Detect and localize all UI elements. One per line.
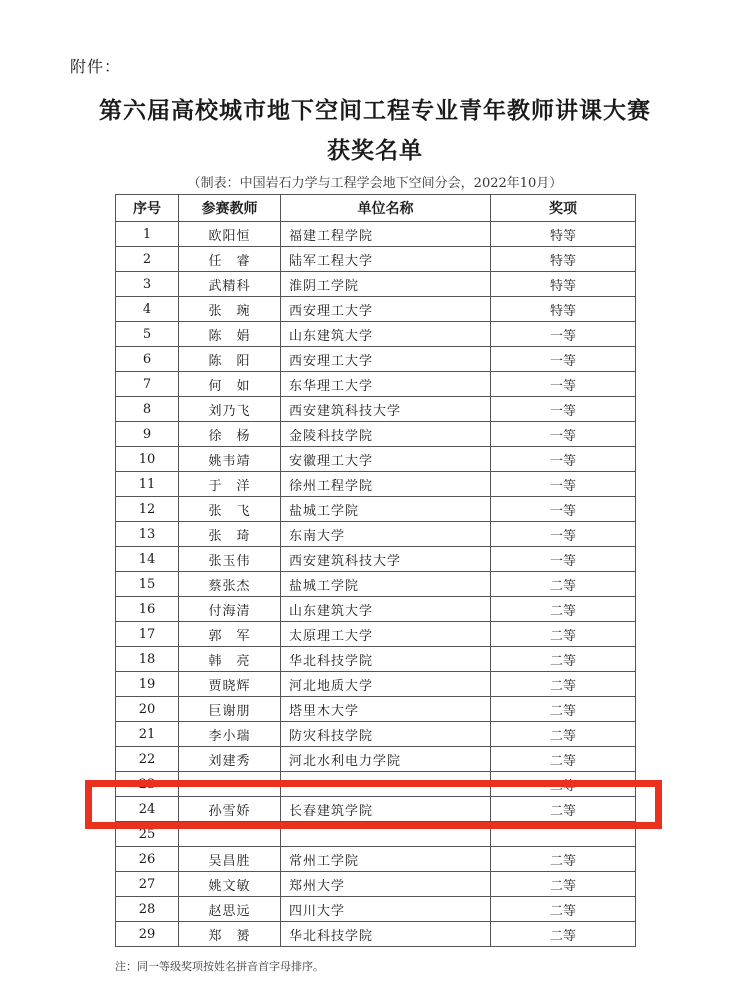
cell-teacher: 张 飞 [179,497,281,522]
table-row [116,922,636,947]
cell-award: 二等 [491,722,636,747]
cell-organization: 河北地质大学 [281,672,491,697]
table-row [116,372,636,397]
table-row [116,297,636,322]
cell-seq: 20 [116,697,179,722]
cell-organization: 盐城工学院 [281,572,491,597]
table-row [116,822,636,847]
table-row [116,722,636,747]
cell-organization: 东华理工大学 [281,372,491,397]
cell-organization: 盐城工学院 [281,497,491,522]
cell-teacher: 武精科 [179,272,281,297]
cell-award: 二等 [491,897,636,922]
cell-award: 一等 [491,472,636,497]
header-teacher: 参赛教师 [179,195,281,222]
cell-seq: 27 [116,872,179,897]
cell-seq: 12 [116,497,179,522]
cell-organization: 四川大学 [281,897,491,922]
cell-teacher: 付海清 [179,597,281,622]
cell-organization: 华北科技学院 [281,647,491,672]
document-title: 第六届高校城市地下空间工程专业青年教师讲课大赛 [99,97,651,124]
table-row [116,497,636,522]
table-row [116,797,636,822]
cell-teacher: 孙雪娇 [179,797,281,822]
cell-award: 一等 [491,322,636,347]
table-row [116,847,636,872]
cell-teacher: 吴昌胜 [179,847,281,872]
cell-organization: 徐州工程学院 [281,472,491,497]
cell-award: 二等 [491,872,636,897]
table-row [116,872,636,897]
cell-award: 一等 [491,522,636,547]
cell-organization: 西安建筑科技大学 [281,547,491,572]
cell-organization: 西安建筑科技大学 [281,397,491,422]
cell-teacher: 贾晓辉 [179,672,281,697]
cell-award: 一等 [491,497,636,522]
table-row [116,272,636,297]
cell-organization: 华北科技学院 [281,922,491,947]
table-row [116,747,636,772]
table-row [116,347,636,372]
cell-seq: 15 [116,572,179,597]
table-row [116,572,636,597]
cell-organization: 长春建筑学院 [281,797,491,822]
cell-seq: 28 [116,897,179,922]
cell-teacher: 巨谢朋 [179,697,281,722]
cell-teacher [179,822,281,847]
cell-award: 一等 [491,347,636,372]
cell-organization: 陆军工程大学 [281,247,491,272]
cell-seq: 23 [116,772,179,797]
table-row [116,222,636,247]
cell-teacher: 任 睿 [179,247,281,272]
cell-award: 二等 [491,922,636,947]
cell-seq: 6 [116,347,179,372]
cell-award: 二等 [491,622,636,647]
cell-seq: 8 [116,397,179,422]
table-source-note: （制表：中国岩石力学与工程学会地下空间分会，2022年10月） [187,176,563,191]
cell-award: 二等 [491,572,636,597]
cell-award: 二等 [491,847,636,872]
cell-organization: 郑州大学 [281,872,491,897]
table-row [116,522,636,547]
cell-organization: 西安理工大学 [281,297,491,322]
cell-seq: 2 [116,247,179,272]
cell-teacher: 于 洋 [179,472,281,497]
cell-seq: 26 [116,847,179,872]
cell-organization: 金陵科技学院 [281,422,491,447]
cell-teacher: 李小瑞 [179,722,281,747]
cell-award: 二等 [491,597,636,622]
cell-teacher: 韩 亮 [179,647,281,672]
cell-award: 特等 [491,297,636,322]
cell-teacher: 张 琬 [179,297,281,322]
cell-teacher [179,772,281,797]
cell-seq: 9 [116,422,179,447]
cell-teacher: 欧阳恒 [179,222,281,247]
cell-organization: 太原理工大学 [281,622,491,647]
cell-award: 二等 [491,772,636,797]
cell-seq: 7 [116,372,179,397]
cell-teacher: 刘乃飞 [179,397,281,422]
cell-seq: 19 [116,672,179,697]
cell-award: 二等 [491,797,636,822]
cell-award: 一等 [491,547,636,572]
cell-seq: 13 [116,522,179,547]
header-award: 奖项 [491,195,636,222]
cell-teacher: 张玉伟 [179,547,281,572]
cell-organization: 西安理工大学 [281,347,491,372]
cell-seq: 16 [116,597,179,622]
cell-organization: 河北水利电力学院 [281,747,491,772]
table-row [116,422,636,447]
cell-organization: 安徽理工大学 [281,447,491,472]
cell-award: 一等 [491,372,636,397]
cell-seq: 21 [116,722,179,747]
table-row [116,697,636,722]
document-subtitle: 获奖名单 [327,137,423,164]
cell-teacher: 蔡张杰 [179,572,281,597]
cell-seq: 11 [116,472,179,497]
cell-seq: 5 [116,322,179,347]
cell-award: 特等 [491,247,636,272]
table-row [116,447,636,472]
cell-award: 一等 [491,447,636,472]
cell-teacher: 陈 娟 [179,322,281,347]
header-organization: 单位名称 [281,195,491,222]
cell-organization: 常州工学院 [281,847,491,872]
cell-organization: 东南大学 [281,522,491,547]
table-row [116,247,636,272]
table-row [116,672,636,697]
cell-seq: 14 [116,547,179,572]
cell-organization: 福建工程学院 [281,222,491,247]
cell-award: 一等 [491,422,636,447]
cell-award: 二等 [491,672,636,697]
cell-organization: 山东建筑大学 [281,597,491,622]
cell-organization [281,772,491,797]
cell-seq: 17 [116,622,179,647]
table-body [116,222,636,947]
cell-seq: 4 [116,297,179,322]
cell-award: 特等 [491,272,636,297]
cell-seq: 10 [116,447,179,472]
cell-teacher: 刘建秀 [179,747,281,772]
cell-teacher: 郭 军 [179,622,281,647]
footnote: 注：同一等级奖项按姓名拼音首字母排序。 [115,960,324,973]
table-row [116,897,636,922]
cell-seq: 25 [116,822,179,847]
cell-teacher: 郑 赟 [179,922,281,947]
table-row [116,397,636,422]
cell-teacher: 何 如 [179,372,281,397]
cell-organization [281,822,491,847]
cell-teacher: 赵思远 [179,897,281,922]
table-row [116,322,636,347]
cell-award [491,822,636,847]
table-row [116,772,636,797]
cell-award: 特等 [491,222,636,247]
cell-teacher: 姚韦靖 [179,447,281,472]
attachment-label: 附件： [70,57,122,76]
cell-seq: 1 [116,222,179,247]
cell-organization: 淮阴工学院 [281,272,491,297]
cell-seq: 18 [116,647,179,672]
table-row [116,622,636,647]
award-table [115,194,636,947]
header-seq: 序号 [116,195,179,222]
cell-organization: 塔里木大学 [281,697,491,722]
cell-organization: 防灾科技学院 [281,722,491,747]
table-row [116,647,636,672]
cell-teacher: 徐 杨 [179,422,281,447]
cell-teacher: 陈 阳 [179,347,281,372]
cell-organization: 山东建筑大学 [281,322,491,347]
cell-award: 二等 [491,647,636,672]
cell-teacher: 姚文敏 [179,872,281,897]
table-row [116,597,636,622]
cell-award: 二等 [491,697,636,722]
table-row [116,547,636,572]
cell-seq: 24 [116,797,179,822]
table-row [116,472,636,497]
cell-award: 二等 [491,747,636,772]
cell-teacher: 张 琦 [179,522,281,547]
table-header-row [116,195,636,222]
cell-award: 一等 [491,397,636,422]
cell-seq: 22 [116,747,179,772]
cell-seq: 3 [116,272,179,297]
cell-seq: 29 [116,922,179,947]
